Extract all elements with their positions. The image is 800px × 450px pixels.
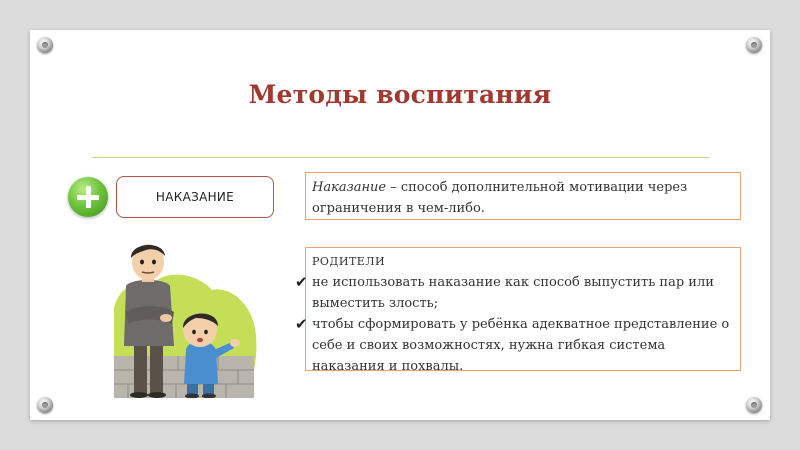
parents-item-1 <box>295 272 734 314</box>
term-box <box>116 176 274 218</box>
definition-box <box>305 172 741 220</box>
plus-icon <box>68 177 108 217</box>
pin-icon-bottom-left <box>37 397 53 413</box>
parents-box <box>295 247 741 374</box>
pin-icon-bottom-right <box>746 397 762 413</box>
pin-icon-top-left <box>37 37 53 53</box>
check-icon: ✔ <box>295 273 308 291</box>
term-label: НАКАЗАНИЕ <box>155 190 235 204</box>
slide-title: Методы воспитания <box>248 80 552 109</box>
check-icon: ✔ <box>295 315 308 333</box>
parents-item-2 <box>295 314 734 377</box>
pin-icon-top-right <box>746 37 762 53</box>
father-son-illustration <box>108 238 260 398</box>
definition-term: Наказание <box>312 180 387 195</box>
title-divider <box>92 157 710 158</box>
parents-item-1-text: не использовать наказание как способ выпустить пар или выместить злость; <box>312 275 714 311</box>
parents-heading: РОДИТЕЛИ <box>312 255 386 268</box>
parents-item-2-text: чтобы сформировать у ребёнка адекватное представление о себе и своих возможностях, нужна гибкая система наказания и похвалы. <box>312 317 730 374</box>
definition-text: – способ дополнительной мотивации через ограничения в чем-либо. <box>312 180 688 216</box>
